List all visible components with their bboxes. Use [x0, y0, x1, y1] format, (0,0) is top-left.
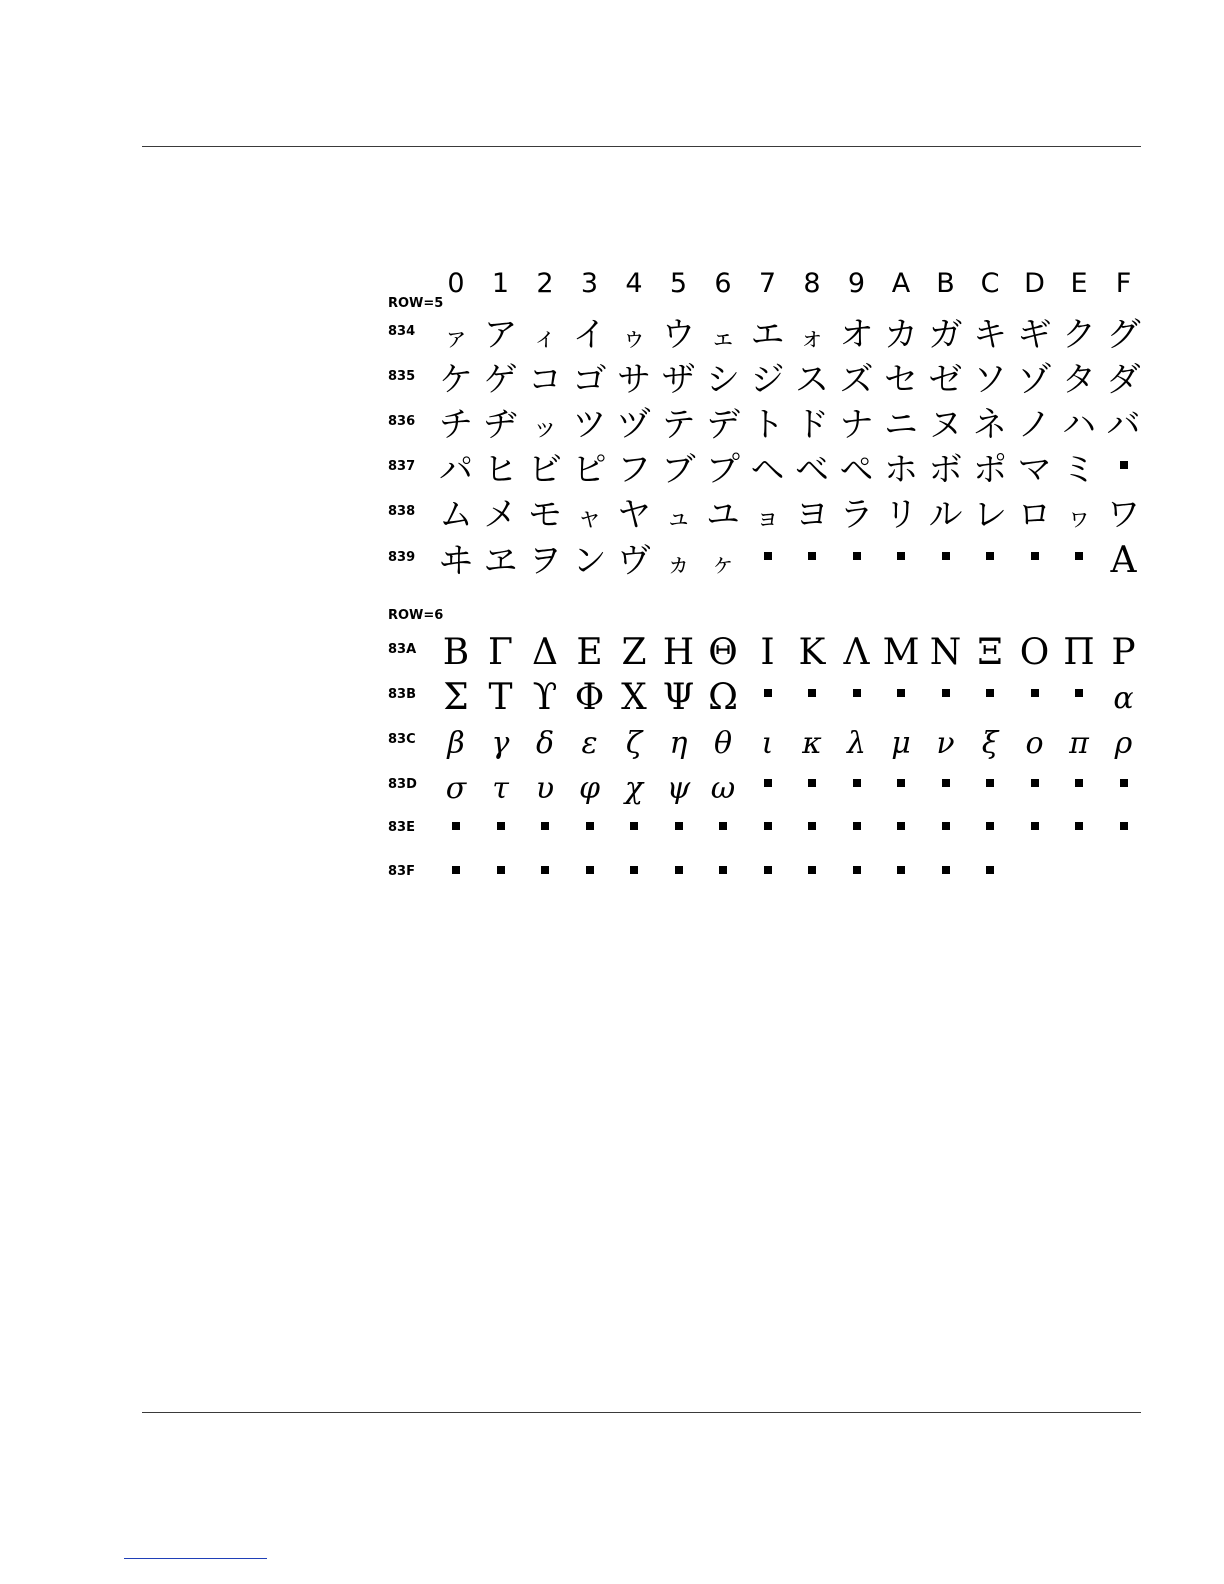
undefined-code-marker [968, 810, 1012, 850]
column-header: A [891, 268, 911, 299]
row-code: 83C [388, 732, 416, 747]
glyph-cell: シ [706, 360, 740, 400]
glyph-cell: Η [662, 632, 695, 673]
square-marker-icon [1031, 689, 1039, 697]
glyph-cell: ダ [1106, 360, 1141, 400]
square-marker-icon [630, 866, 638, 874]
undefined-code-marker [523, 854, 567, 894]
glyph-cell: Ε [576, 632, 603, 673]
undefined-code-marker [746, 767, 790, 807]
glyph-cell: Ξ [977, 632, 1003, 673]
undefined-code-marker [924, 540, 968, 580]
square-marker-icon [719, 866, 727, 874]
square-marker-icon [808, 689, 816, 697]
square-marker-icon [942, 822, 950, 830]
glyph-cell: ι [761, 726, 774, 761]
square-marker-icon [764, 552, 772, 560]
glyph-cell: モ [528, 495, 562, 535]
glyph-cell: Ζ [621, 632, 647, 673]
square-marker-icon [986, 689, 994, 697]
glyph-cell: υ [535, 771, 555, 806]
glyph-cell: κ [802, 726, 822, 761]
glyph-cell: ャ [576, 503, 603, 533]
glyph-cell: Ι [760, 632, 775, 673]
square-marker-icon [1075, 779, 1083, 787]
row-code: 835 [388, 369, 416, 384]
square-marker-icon [808, 779, 816, 787]
undefined-code-marker [746, 540, 790, 580]
glyph-cell: ス [795, 360, 829, 400]
square-marker-icon [942, 552, 950, 560]
column-header: 7 [758, 268, 777, 299]
glyph-cell: ル [928, 495, 963, 535]
undefined-code-marker [835, 767, 879, 807]
glyph-cell: グ [1106, 315, 1141, 355]
undefined-code-marker [968, 677, 1012, 717]
square-marker-icon [853, 689, 861, 697]
glyph-cell: レ [973, 495, 1007, 535]
square-marker-icon [897, 822, 905, 830]
undefined-code-marker [924, 810, 968, 850]
square-marker-icon [1120, 779, 1128, 787]
undefined-code-marker [568, 854, 612, 894]
glyph-cell: ズ [839, 360, 874, 400]
undefined-code-marker [879, 854, 923, 894]
square-marker-icon [1031, 552, 1039, 560]
glyph-cell: ュ [665, 503, 692, 533]
column-header: 9 [847, 268, 866, 299]
undefined-code-marker [657, 810, 701, 850]
undefined-code-marker [879, 810, 923, 850]
glyph-cell: ゴ [572, 360, 607, 400]
square-marker-icon [586, 822, 594, 830]
glyph-cell: ハ [1062, 405, 1096, 445]
undefined-code-marker [790, 854, 834, 894]
glyph-cell: ム [439, 495, 473, 535]
glyph-cell: ボ [928, 450, 963, 490]
undefined-code-marker [434, 810, 478, 850]
glyph-cell: Λ [843, 632, 870, 673]
glyph-cell: Π [1063, 632, 1095, 673]
glyph-cell: ビ [528, 450, 562, 490]
column-header: 2 [536, 268, 554, 299]
glyph-cell: ξ [981, 726, 999, 761]
row-code: 83E [388, 820, 415, 835]
glyph-cell: β [447, 726, 465, 761]
undefined-code-marker [879, 767, 923, 807]
glyph-cell: ν [936, 726, 955, 761]
glyph-cell: ア [483, 315, 518, 355]
column-header: 6 [714, 268, 732, 299]
glyph-cell: カ [884, 315, 918, 355]
row-code: 837 [388, 459, 416, 474]
undefined-code-marker [746, 677, 790, 717]
undefined-code-marker [790, 767, 834, 807]
glyph-cell: ド [795, 405, 829, 445]
undefined-code-marker [1013, 677, 1057, 717]
glyph-cell: η [669, 726, 688, 761]
glyph-cell: Φ [574, 677, 605, 718]
glyph-cell: ヒ [483, 450, 518, 490]
square-marker-icon [808, 552, 816, 560]
glyph-cell: ソ [973, 360, 1007, 400]
glyph-cell: ブ [661, 450, 696, 490]
square-marker-icon [497, 866, 505, 874]
glyph-cell: ミ [1062, 450, 1096, 490]
square-marker-icon [675, 822, 683, 830]
glyph-cell: ヵ [665, 549, 692, 579]
glyph-cell: Κ [798, 632, 826, 673]
glyph-cell: ο [1025, 726, 1044, 761]
square-marker-icon [764, 779, 772, 787]
glyph-cell: ホ [884, 450, 918, 490]
glyph-cell: プ [706, 450, 740, 490]
glyph-cell [1057, 854, 1101, 894]
glyph-cell: ノ [1017, 405, 1052, 445]
glyph-cell: ρ [1114, 726, 1133, 761]
glyph-cell: ヰ [439, 541, 473, 581]
glyph-cell: ベ [795, 450, 829, 490]
glyph-cell: Χ [621, 677, 647, 718]
square-marker-icon [1120, 461, 1128, 469]
glyph-cell [1102, 854, 1146, 894]
glyph-cell: ネ [973, 405, 1007, 445]
square-marker-icon [764, 866, 772, 874]
glyph-cell: θ [713, 726, 733, 761]
glyph-cell: Θ [708, 632, 738, 673]
glyph-cell: ゾ [1017, 360, 1052, 400]
undefined-code-marker [746, 810, 790, 850]
glyph-cell: ジ [750, 360, 785, 400]
undefined-code-marker [1013, 540, 1057, 580]
glyph-cell: Τ [488, 677, 513, 718]
column-header: F [1115, 268, 1132, 299]
footnote-rule [124, 1558, 267, 1559]
undefined-code-marker [479, 810, 523, 850]
square-marker-icon [853, 552, 861, 560]
square-marker-icon [764, 822, 772, 830]
square-marker-icon [452, 822, 460, 830]
square-marker-icon [942, 779, 950, 787]
undefined-code-marker [612, 810, 656, 850]
row-code: 838 [388, 504, 416, 519]
glyph-cell: ザ [661, 360, 696, 400]
square-marker-icon [1120, 822, 1128, 830]
square-marker-icon [675, 866, 683, 874]
undefined-code-marker [612, 854, 656, 894]
glyph-cell: ヲ [528, 541, 562, 581]
undefined-code-marker [1057, 540, 1101, 580]
glyph-cell: Ψ [662, 677, 695, 718]
square-marker-icon [897, 552, 905, 560]
undefined-code-marker [1102, 449, 1146, 489]
glyph-cell: ァ [442, 323, 469, 353]
glyph-cell: キ [973, 315, 1007, 355]
square-marker-icon [541, 822, 549, 830]
glyph-cell: ε [581, 726, 598, 761]
square-marker-icon [942, 689, 950, 697]
glyph-cell: π [1069, 726, 1089, 761]
undefined-code-marker [746, 854, 790, 894]
glyph-cell: チ [439, 405, 473, 445]
glyph-cell: タ [1062, 360, 1096, 400]
glyph-cell: サ [617, 360, 651, 400]
undefined-code-marker [968, 540, 1012, 580]
glyph-cell: イ [572, 315, 607, 355]
undefined-code-marker [523, 810, 567, 850]
glyph-cell: オ [839, 315, 874, 355]
row-code: 836 [388, 414, 416, 429]
column-header: C [980, 268, 1000, 299]
glyph-cell: ナ [839, 405, 874, 445]
undefined-code-marker [835, 810, 879, 850]
glyph-cell: バ [1106, 405, 1141, 445]
glyph-cell: γ [491, 726, 510, 761]
square-marker-icon [986, 822, 994, 830]
square-marker-icon [986, 779, 994, 787]
square-marker-icon [897, 866, 905, 874]
square-marker-icon [897, 689, 905, 697]
square-marker-icon [497, 822, 505, 830]
glyph-cell: ェ [709, 323, 736, 353]
column-header: 8 [803, 268, 821, 299]
square-marker-icon [808, 822, 816, 830]
glyph-cell: Μ [882, 632, 920, 673]
glyph-cell: ト [750, 405, 785, 445]
undefined-code-marker [568, 810, 612, 850]
glyph-cell: φ [578, 771, 600, 806]
glyph-cell: ϒ [532, 677, 558, 718]
undefined-code-marker [1102, 810, 1146, 850]
glyph-cell: Γ [488, 632, 513, 673]
glyph-cell: ヱ [483, 541, 518, 581]
glyph-cell: ゼ [928, 360, 963, 400]
square-marker-icon [452, 866, 460, 874]
glyph-cell: ゲ [483, 360, 518, 400]
glyph-cell: Α [1110, 540, 1137, 581]
column-header: E [1070, 268, 1088, 299]
glyph-cell: ョ [754, 503, 781, 533]
undefined-code-marker [1013, 767, 1057, 807]
undefined-code-marker [879, 540, 923, 580]
glyph-cell: セ [884, 360, 918, 400]
undefined-code-marker [835, 540, 879, 580]
glyph-cell: χ [624, 771, 644, 806]
undefined-code-marker [1102, 767, 1146, 807]
glyph-cell: ヴ [617, 541, 651, 581]
glyph-cell: ニ [884, 405, 918, 445]
square-marker-icon [764, 689, 772, 697]
undefined-code-marker [790, 677, 834, 717]
undefined-code-marker [1057, 677, 1101, 717]
square-marker-icon [808, 866, 816, 874]
undefined-code-marker [790, 540, 834, 580]
glyph-cell: ゥ [620, 323, 647, 353]
square-marker-icon [1075, 689, 1083, 697]
glyph-cell: ヨ [795, 495, 829, 535]
square-marker-icon [1031, 779, 1039, 787]
glyph-cell: ヶ [709, 549, 736, 579]
glyph-cell: ψ [666, 771, 691, 806]
glyph-cell: メ [483, 495, 518, 535]
square-marker-icon [986, 866, 994, 874]
glyph-cell: Δ [532, 632, 558, 673]
row-code: 83F [388, 864, 415, 879]
glyph-cell: Σ [443, 677, 469, 718]
glyph-cell: ワ [1106, 495, 1141, 535]
square-marker-icon [1075, 822, 1083, 830]
glyph-cell: Β [442, 632, 470, 673]
column-header: 1 [491, 268, 510, 299]
glyph-cell: ヅ [617, 405, 651, 445]
undefined-code-marker [968, 767, 1012, 807]
glyph-cell: α [1113, 681, 1134, 716]
row-code: 83A [388, 642, 417, 657]
glyph-cell: ケ [439, 360, 473, 400]
header-rule [142, 146, 1141, 147]
glyph-cell: ラ [839, 495, 874, 535]
glyph-cell: ヘ [750, 450, 785, 490]
square-marker-icon [630, 822, 638, 830]
column-header: 3 [580, 268, 599, 299]
column-header: 5 [669, 268, 688, 299]
undefined-code-marker [701, 810, 745, 850]
glyph-cell: Ο [1019, 632, 1050, 673]
glyph-cell: ン [572, 541, 607, 581]
glyph-cell: ピ [572, 450, 607, 490]
glyph-cell: ヮ [1065, 503, 1092, 533]
undefined-code-marker [1013, 810, 1057, 850]
glyph-cell: ω [710, 771, 736, 806]
square-marker-icon [853, 779, 861, 787]
row-code: 839 [388, 550, 416, 565]
square-marker-icon [1075, 552, 1083, 560]
glyph-cell: ζ [625, 726, 643, 761]
square-marker-icon [853, 822, 861, 830]
square-marker-icon [986, 552, 994, 560]
undefined-code-marker [434, 854, 478, 894]
glyph-cell: ッ [531, 413, 558, 443]
glyph-cell: ポ [973, 450, 1007, 490]
glyph-cell: マ [1017, 450, 1052, 490]
square-marker-icon [719, 822, 727, 830]
glyph-cell: ィ [531, 323, 558, 353]
column-header: 4 [625, 268, 643, 299]
square-marker-icon [541, 866, 549, 874]
undefined-code-marker [657, 854, 701, 894]
glyph-cell: ク [1062, 315, 1096, 355]
glyph-cell: Ν [929, 632, 962, 673]
glyph-cell: ロ [1017, 495, 1052, 535]
column-header: B [936, 268, 955, 299]
glyph-cell: Ρ [1111, 632, 1136, 673]
footer-rule [142, 1412, 1141, 1413]
glyph-cell: エ [750, 315, 785, 355]
glyph-cell: δ [535, 726, 555, 761]
undefined-code-marker [835, 677, 879, 717]
square-marker-icon [586, 866, 594, 874]
square-marker-icon [1031, 822, 1039, 830]
undefined-code-marker [479, 854, 523, 894]
glyph-cell: ガ [928, 315, 963, 355]
glyph-cell: ウ [661, 315, 696, 355]
undefined-code-marker [835, 854, 879, 894]
glyph-cell: σ [445, 771, 467, 806]
glyph-cell: τ [492, 771, 509, 806]
glyph-cell: Ω [708, 677, 738, 718]
square-marker-icon [942, 866, 950, 874]
glyph-cell [1013, 854, 1057, 894]
glyph-cell: ペ [839, 450, 874, 490]
glyph-cell: デ [706, 405, 740, 445]
glyph-cell: コ [528, 360, 562, 400]
glyph-cell: μ [891, 726, 911, 761]
undefined-code-marker [924, 767, 968, 807]
glyph-cell: フ [617, 450, 651, 490]
glyph-cell: ヌ [928, 405, 963, 445]
character-code-table [386, 262, 1141, 892]
square-marker-icon [897, 779, 905, 787]
glyph-cell: ォ [798, 323, 825, 353]
column-header: 0 [447, 268, 465, 299]
row-code: 834 [388, 324, 416, 339]
column-header: D [1024, 268, 1045, 299]
undefined-code-marker [1057, 810, 1101, 850]
undefined-code-marker [701, 854, 745, 894]
glyph-cell: ヤ [617, 495, 651, 535]
undefined-code-marker [924, 854, 968, 894]
undefined-code-marker [968, 854, 1012, 894]
section-label: ROW=6 [388, 608, 444, 623]
row-code: 83D [388, 777, 417, 792]
row-code: 83B [388, 687, 416, 702]
glyph-cell: λ [846, 726, 866, 761]
glyph-cell: ヂ [483, 405, 518, 445]
glyph-cell: パ [439, 450, 473, 490]
glyph-cell: ユ [706, 495, 740, 535]
square-marker-icon [853, 866, 861, 874]
undefined-code-marker [1057, 767, 1101, 807]
glyph-cell: ギ [1017, 315, 1052, 355]
section-label: ROW=5 [388, 296, 444, 311]
glyph-cell: テ [661, 405, 696, 445]
undefined-code-marker [924, 677, 968, 717]
glyph-cell: リ [884, 495, 918, 535]
undefined-code-marker [879, 677, 923, 717]
undefined-code-marker [790, 810, 834, 850]
glyph-cell: ツ [572, 405, 607, 445]
